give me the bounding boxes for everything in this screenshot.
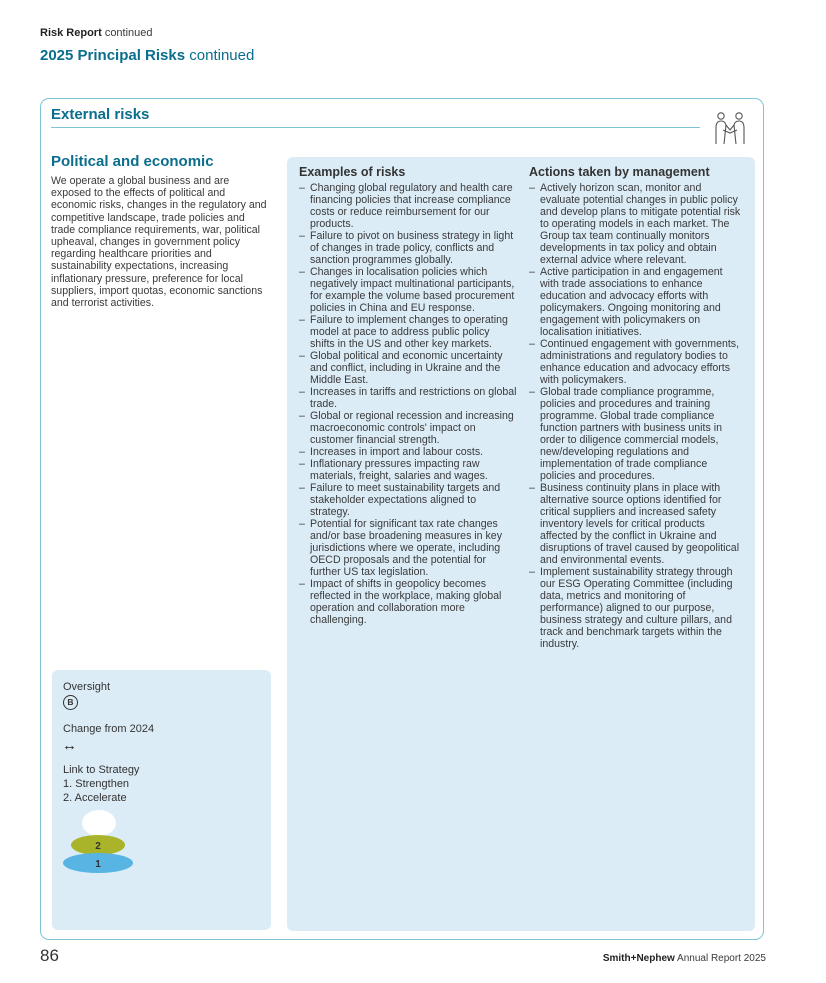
page-title: 2025 Principal Risks continued <box>40 47 255 64</box>
oversight-label: Oversight <box>63 681 111 693</box>
section-label: Risk Report continued <box>40 27 153 39</box>
strategy-label: Link to Strategy <box>63 764 140 776</box>
actions-heading: Actions taken by management <box>529 165 710 179</box>
bidirectional-arrow-icon: ↔ <box>62 737 77 754</box>
list-item: – Global trade compliance programme, policies and procedures and training programme. Global trade compliance function partners with business units in order to diligence commercial models, new/developing regulations and implementation of trade compliance policies and procedures. <box>529 386 744 482</box>
examples-heading: Examples of risks <box>299 165 406 179</box>
list-item: – Changes in localisation policies which negatively impact multinational participants, for example the volume based procurement policies in China and EU response. <box>299 266 517 314</box>
strategy-stones-graphic <box>60 806 138 876</box>
list-item: – Global political and economic uncertainty and conflict, including in Ukraine and the Middle East. <box>299 350 517 386</box>
list-item: – Implement sustainability strategy through our ESG Operating Committee (including data, metrics and monitoring of performance) aligned to our purpose, business strategy and culture pillars, and track and benchmark targets within the industry. <box>529 566 744 650</box>
stone-top <box>82 810 116 836</box>
examples-column <box>299 166 517 626</box>
strategy-item: 2. Accelerate <box>63 792 127 804</box>
list-item: – Inflationary pressures impacting raw materials, freight, salaries and wages. <box>299 458 517 482</box>
list-item: – Potential for significant tax rate changes and/or base broadening measures in key jurisdictions where we operate, including OECD proposals and the potential for further US tax legislation. <box>299 518 517 578</box>
examples-list <box>299 182 517 626</box>
footer-publication: Smith+Nephew Annual Report 2025 <box>602 953 766 964</box>
list-item: – Changing global regulatory and health care financing policies that increase compliance costs or reduce reimbursement for our products. <box>299 182 517 230</box>
handshake-icon <box>710 108 750 148</box>
actions-column <box>529 166 744 650</box>
stone-mid-label: 2 <box>95 841 101 852</box>
stone-bottom-label: 1 <box>95 859 101 870</box>
strategy-item: 1. Strengthen <box>63 778 130 790</box>
list-item: – Continued engagement with governments, administrations and regulatory bodies to enhance education and advocacy efforts with policymakers. <box>529 338 744 386</box>
list-item: – Increases in tariffs and restrictions on global trade. <box>299 386 517 410</box>
list-item: – Failure to implement changes to operating model at pace to address public policy shifts in the US and other key markets. <box>299 314 517 350</box>
list-item: – Actively horizon scan, monitor and evaluate potential changes in public policy and develop plans to mitigate potential risk to operating models in each market. The Group tax team continually monitors developments in tax policy and obtain external advice where relevant. <box>529 182 744 266</box>
title-divider <box>51 127 700 128</box>
panel-title: External risks <box>51 106 150 123</box>
list-item: – Increases in import and labour costs. <box>299 446 517 458</box>
list-item: – Failure to pivot on business strategy in light of changes in trade policy, conflicts and sanction programmes globally. <box>299 230 517 266</box>
list-item: – Business continuity plans in place with alternative source options identified for critical suppliers and increased safety inventory levels for critical products affected by the conflict in Ukraine and disruptions of travel caused by geopolitical and environmental events. <box>529 482 744 566</box>
risk-description: We operate a global business and are exposed to the effects of political and economic risks, changes in the regulatory and competitive landscape, trade policies and trade compliance requirements, war, political upheaval, changes in government policy regarding healthcare priorities and sustainability expectations, increasing inflationary pressure, preference for local suppliers, import quotas, economic sanctions and terrorist activities. <box>51 175 267 310</box>
list-item: – Global or regional recession and increasing macroeconomic controls' impact on customer financial strength. <box>299 410 517 446</box>
oversight-badge: B <box>63 695 78 710</box>
list-item: – Impact of shifts in geopolicy becomes reflected in the workplace, making global operation and collaboration more challenging. <box>299 578 517 626</box>
change-label: Change from 2024 <box>63 723 155 735</box>
actions-list <box>529 182 744 650</box>
list-item: – Active participation in and engagement with trade associations to enhance education and advocacy efforts with policymakers. Ongoing monitoring and engagement with policymakers on localisation initiatives. <box>529 266 744 338</box>
list-item: – Failure to meet sustainability targets and stakeholder expectations aligned to strategy. <box>299 482 517 518</box>
risk-title: Political and economic <box>51 153 214 170</box>
page-number: 86 <box>40 946 59 965</box>
